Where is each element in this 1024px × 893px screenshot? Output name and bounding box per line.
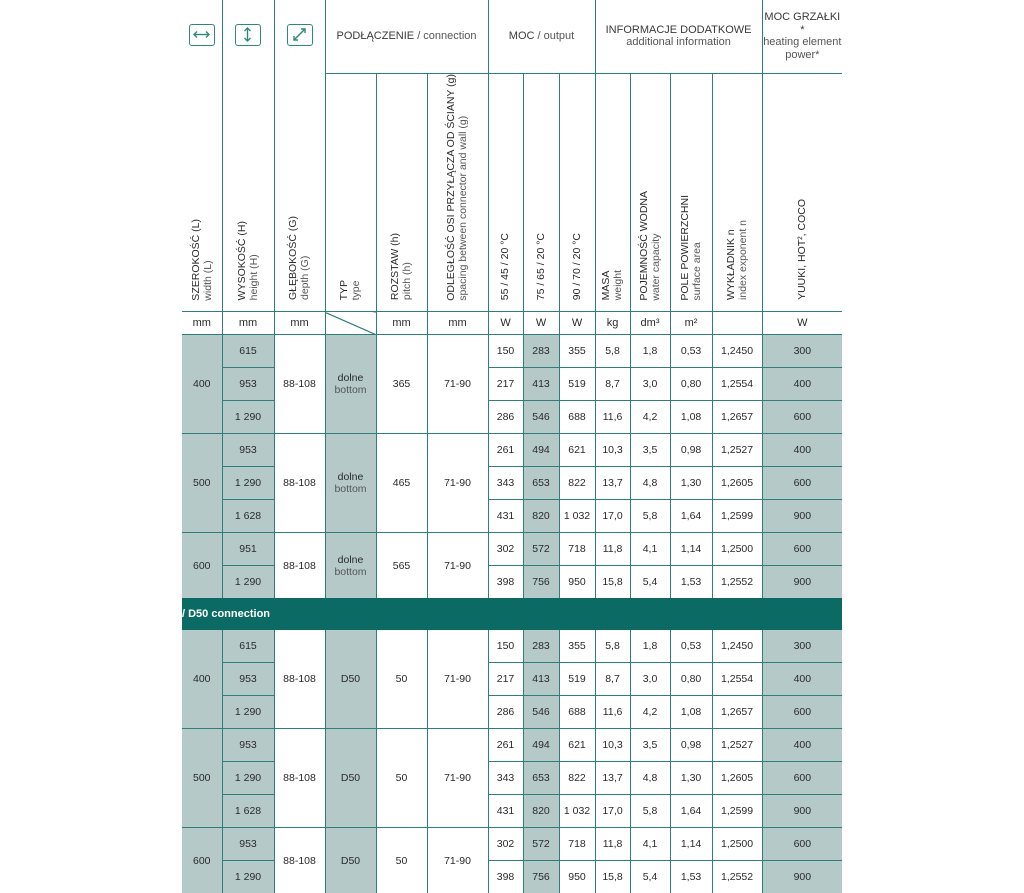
column-header-main: ODLEGŁOŚĆ OSI PRZYŁĄCZA OD ŚCIANY (g) [445,73,458,301]
heater-header-sub: heating element power* [763,36,842,61]
output-90-cell: 1 032 [559,500,595,533]
output-55-cell: 150 [488,630,523,663]
additional-info-group-header [595,0,762,73]
water-capacity-cell: 5,4 [630,861,670,893]
unit-cell: dm³ [630,312,670,335]
column-header-main: TYP [338,279,351,301]
water-capacity-cell: 4,8 [630,467,670,500]
unit-cell: W [762,312,842,335]
column-header-9 [595,73,630,312]
height-icon-cell [222,0,274,73]
exponent-cell: 1,2599 [712,500,762,533]
unit-cell: kg [595,312,630,335]
output-90-cell: 621 [559,729,595,762]
water-capacity-cell: 5,4 [630,566,670,599]
column-header-text [571,233,583,300]
heater-power-cell: 900 [762,861,842,893]
column-header-text [499,233,511,300]
height-cell: 1 290 [222,762,274,795]
output-75-cell: 756 [523,861,559,893]
output-90-cell: 519 [559,368,595,401]
height-cell: 1 290 [222,467,274,500]
output-75-cell: 546 [523,401,559,434]
height-cell: 951 [222,533,274,566]
additional-header-main: INFORMACJE DODATKOWE [605,23,752,36]
column-header-main: WYSOKOŚĆ (H) [235,220,248,301]
unit-cell: W [559,312,595,335]
output-90-cell: 950 [559,861,595,893]
section-banner: / D50 connection [182,598,842,630]
output-header-main: MOC [508,29,535,42]
spacing-cell: 71-90 [427,533,488,599]
output-55-cell: 150 [488,335,523,368]
heater-power-cell: 600 [762,696,842,729]
surface-area-cell: 1,08 [670,401,712,434]
column-header-sub: weight [612,269,625,301]
output-55-cell: 398 [488,566,523,599]
depth-cell: 88-108 [274,729,325,828]
surface-area-cell: 1,64 [670,500,712,533]
column-header-main: WYKŁADNIK n [724,229,737,301]
width-icon-cell [182,0,222,73]
output-90-cell: 688 [559,696,595,729]
output-55-cell: 302 [488,533,523,566]
output-group-header [488,0,595,73]
output-55-cell: 398 [488,861,523,893]
unit-cell: mm [182,312,222,335]
water-capacity-cell: 1,8 [630,630,670,663]
column-header-11 [670,73,712,312]
depth-arrow-icon [287,24,313,46]
heater-power-cell: 600 [762,828,842,861]
unit-cell: mm [274,312,325,335]
spacing-cell: 71-90 [427,828,488,893]
exponent-cell: 1,2554 [712,663,762,696]
surface-area-cell: 0,53 [670,630,712,663]
column-header-sub: height (H) [248,254,260,301]
height-cell: 615 [222,335,274,368]
output-90-cell: 519 [559,663,595,696]
output-55-cell: 431 [488,500,523,533]
column-header-6 [488,73,523,312]
depth-icon-cell [274,0,325,73]
spacing-cell: 71-90 [427,434,488,533]
exponent-cell: 1,2450 [712,630,762,663]
exponent-cell: 1,2552 [712,861,762,893]
exponent-cell: 1,2500 [712,533,762,566]
output-90-cell: 822 [559,762,595,795]
weight-cell: 10,3 [595,434,630,467]
heater-power-cell: 900 [762,500,842,533]
output-90-cell: 718 [559,828,595,861]
type-cell [325,729,376,828]
column-header-sub: depth (G) [299,255,312,301]
column-header-sub: type [350,280,363,301]
column-header-main: YUUKI, HOT², COCO [796,199,809,301]
column-header-sub: surface area [691,241,704,301]
water-capacity-cell: 4,1 [630,533,670,566]
spacing-cell: 71-90 [427,729,488,828]
pitch-cell: 50 [376,729,427,828]
water-capacity-cell: 4,2 [630,696,670,729]
weight-cell: 13,7 [595,762,630,795]
weight-cell: 10,3 [595,729,630,762]
surface-area-cell: 0,80 [670,368,712,401]
output-75-cell: 494 [523,434,559,467]
connection-group-header [325,0,488,73]
unit-cell: mm [376,312,427,335]
column-header-text [190,219,214,301]
column-header-2 [274,73,325,312]
width-arrow-icon [189,24,215,46]
height-cell: 953 [222,828,274,861]
heater-power-cell: 600 [762,533,842,566]
pitch-cell: 50 [376,630,427,729]
output-75-cell: 820 [523,500,559,533]
weight-cell: 5,8 [595,630,630,663]
column-header-main: 55 / 45 / 20 °C [499,233,512,301]
column-header-1 [222,73,274,312]
output-75-cell: 413 [523,368,559,401]
additional-header-sub: additional information [626,36,731,49]
column-header-text [338,280,362,300]
water-capacity-cell: 5,8 [630,795,670,828]
heater-header-main: MOC GRZAŁKI * [764,10,841,36]
connection-header-sub: / connection [414,29,477,42]
surface-area-cell: 1,53 [670,861,712,893]
output-75-cell: 820 [523,795,559,828]
water-capacity-cell: 4,2 [630,401,670,434]
column-header-12 [712,73,762,312]
height-cell: 1 290 [222,861,274,893]
height-cell: 1 290 [222,401,274,434]
column-header-8 [559,73,595,312]
depth-cell: 88-108 [274,434,325,533]
output-90-cell: 621 [559,434,595,467]
type-cell [325,630,376,729]
output-75-cell: 653 [523,762,559,795]
height-cell: 1 628 [222,795,274,828]
exponent-cell: 1,2605 [712,762,762,795]
depth-cell: 88-108 [274,630,325,729]
output-75-cell: 494 [523,729,559,762]
pitch-cell: 465 [376,434,427,533]
output-55-cell: 286 [488,401,523,434]
heater-power-cell: 600 [762,467,842,500]
output-75-cell: 572 [523,828,559,861]
section-banner-row [182,598,842,630]
weight-cell: 15,8 [595,566,630,599]
type-main: D50 [340,772,361,785]
output-90-cell: 355 [559,335,595,368]
type-cell [325,533,376,599]
depth-cell: 88-108 [274,828,325,893]
column-header-main: 75 / 65 / 20 °C [534,233,547,301]
pitch-cell: 50 [376,828,427,893]
exponent-cell: 1,2527 [712,729,762,762]
heater-power-cell: 300 [762,630,842,663]
output-55-cell: 261 [488,729,523,762]
unit-cell [325,312,376,335]
unit-cell: mm [222,312,274,335]
unit-cell: W [488,312,523,335]
heater-power-cell: 400 [762,434,842,467]
exponent-cell: 1,2657 [712,696,762,729]
depth-cell: 88-108 [274,533,325,599]
exponent-cell: 1,2500 [712,828,762,861]
group-header-row [182,0,842,73]
output-90-cell: 688 [559,401,595,434]
width-cell: 500 [182,729,222,828]
type-cell [325,434,376,533]
table-row [182,828,842,861]
column-header-main: ROZSTAW (h) [389,233,402,301]
weight-cell: 11,6 [595,696,630,729]
type-sub: bottom [334,483,367,496]
surface-area-cell: 1,30 [670,467,712,500]
pitch-cell: 565 [376,533,427,599]
type-main: dolne [337,553,364,566]
weight-cell: 8,7 [595,663,630,696]
output-55-cell: 217 [488,663,523,696]
water-capacity-cell: 4,1 [630,828,670,861]
column-header-text [679,195,703,301]
spacing-cell: 71-90 [427,630,488,729]
column-header-sub: spacing between connector and wall (g) [457,115,470,301]
width-cell: 400 [182,630,222,729]
output-90-cell: 1 032 [559,795,595,828]
column-header-main: 90 / 70 / 20 °C [570,233,583,301]
output-75-cell: 653 [523,467,559,500]
column-header-main: SZEROKOŚĆ (L) [189,218,202,301]
depth-cell: 88-108 [274,335,325,434]
surface-area-cell: 1,14 [670,533,712,566]
weight-cell: 17,0 [595,500,630,533]
water-capacity-cell: 3,0 [630,368,670,401]
width-cell: 500 [182,434,222,533]
pitch-cell: 365 [376,335,427,434]
column-header-text [638,191,662,301]
column-header-main: MASA [600,270,613,301]
unit-row [182,312,842,335]
output-55-cell: 302 [488,828,523,861]
spacing-cell: 71-90 [427,335,488,434]
surface-area-cell: 1,53 [670,566,712,599]
width-cell: 600 [182,533,222,599]
surface-area-cell: 0,80 [670,663,712,696]
output-55-cell: 286 [488,696,523,729]
output-75-cell: 572 [523,533,559,566]
height-cell: 1 628 [222,500,274,533]
heater-power-cell: 900 [762,566,842,599]
column-header-row [182,73,842,312]
heater-power-cell: 400 [762,729,842,762]
exponent-cell: 1,2450 [712,335,762,368]
exponent-cell: 1,2605 [712,467,762,500]
height-cell: 953 [222,663,274,696]
exponent-cell: 1,2657 [712,401,762,434]
column-header-4 [376,73,427,312]
surface-area-cell: 1,30 [670,762,712,795]
column-header-0 [182,73,222,312]
weight-cell: 15,8 [595,861,630,893]
exponent-cell: 1,2527 [712,434,762,467]
column-header-main: GŁĘBOKOŚĆ (G) [287,216,300,301]
column-header-3 [325,73,376,312]
output-55-cell: 343 [488,762,523,795]
heater-power-cell: 400 [762,368,842,401]
output-75-cell: 283 [523,630,559,663]
column-header-main: POJEMNOŚĆ WODNA [637,190,650,301]
heater-group-header [762,0,842,73]
surface-area-cell: 1,64 [670,795,712,828]
type-sub: bottom [334,384,367,397]
heater-power-cell: 600 [762,762,842,795]
spec-table [182,0,842,893]
height-cell: 1 290 [222,696,274,729]
column-header-text [236,221,260,300]
surface-area-cell: 0,98 [670,434,712,467]
water-capacity-cell: 3,5 [630,434,670,467]
spec-table-body [182,335,842,893]
type-main: dolne [337,372,364,385]
height-cell: 615 [222,630,274,663]
water-capacity-cell: 3,5 [630,729,670,762]
output-90-cell: 822 [559,467,595,500]
connection-header-main: PODŁĄCZENIE [336,29,415,42]
table-row [182,533,842,566]
output-90-cell: 355 [559,630,595,663]
output-90-cell: 718 [559,533,595,566]
height-cell: 953 [222,368,274,401]
water-capacity-cell: 5,8 [630,500,670,533]
height-arrow-icon [235,24,261,46]
column-header-sub: pitch (h) [401,262,414,301]
heater-power-cell: 400 [762,663,842,696]
radiator-spec-table [182,0,842,884]
exponent-cell: 1,2599 [712,795,762,828]
column-header-text [796,199,808,300]
column-header-text [287,216,311,300]
column-header-sub: water capacity [650,233,663,301]
column-header-sub: index exponent n [737,220,750,301]
type-sub: bottom [334,565,367,578]
type-cell [325,828,376,893]
table-row [182,630,842,663]
column-header-13 [762,73,842,312]
type-main: D50 [340,673,361,686]
height-cell: 953 [222,729,274,762]
output-55-cell: 217 [488,368,523,401]
weight-cell: 8,7 [595,368,630,401]
water-capacity-cell: 3,0 [630,663,670,696]
output-75-cell: 283 [523,335,559,368]
heater-power-cell: 600 [762,401,842,434]
column-header-text [389,233,413,300]
heater-power-cell: 300 [762,335,842,368]
width-cell: 600 [182,828,222,893]
column-header-5 [427,73,488,312]
weight-cell: 11,8 [595,533,630,566]
surface-area-cell: 1,14 [670,828,712,861]
column-header-sub: width (L) [201,260,214,301]
column-header-text [600,270,624,300]
table-row [182,729,842,762]
weight-cell: 11,6 [595,401,630,434]
exponent-cell: 1,2552 [712,566,762,599]
unit-cell: m² [670,312,712,335]
unit-cell: W [523,312,559,335]
weight-cell: 5,8 [595,335,630,368]
type-main: D50 [340,854,361,867]
unit-cell: mm [427,312,488,335]
unit-cell [712,312,762,335]
exponent-cell: 1,2554 [712,368,762,401]
output-75-cell: 413 [523,663,559,696]
water-capacity-cell: 1,8 [630,335,670,368]
output-75-cell: 756 [523,566,559,599]
output-55-cell: 343 [488,467,523,500]
weight-cell: 17,0 [595,795,630,828]
column-header-text [725,220,749,300]
height-cell: 1 290 [222,566,274,599]
output-90-cell: 950 [559,566,595,599]
output-55-cell: 261 [488,434,523,467]
column-header-10 [630,73,670,312]
output-55-cell: 431 [488,795,523,828]
table-row [182,335,842,368]
surface-area-cell: 1,08 [670,696,712,729]
heater-power-cell: 900 [762,795,842,828]
weight-cell: 13,7 [595,467,630,500]
type-main: dolne [337,471,364,484]
water-capacity-cell: 4,8 [630,762,670,795]
column-header-text [535,233,547,300]
output-75-cell: 546 [523,696,559,729]
column-header-7 [523,73,559,312]
column-header-text [445,74,469,301]
width-cell: 400 [182,335,222,434]
table-row [182,434,842,467]
type-cell [325,335,376,434]
column-header-main: POLE POWIERZCHNI [678,194,691,301]
height-cell: 953 [222,434,274,467]
surface-area-cell: 0,53 [670,335,712,368]
output-header-sub: / output [534,29,575,42]
surface-area-cell: 0,98 [670,729,712,762]
weight-cell: 11,8 [595,828,630,861]
